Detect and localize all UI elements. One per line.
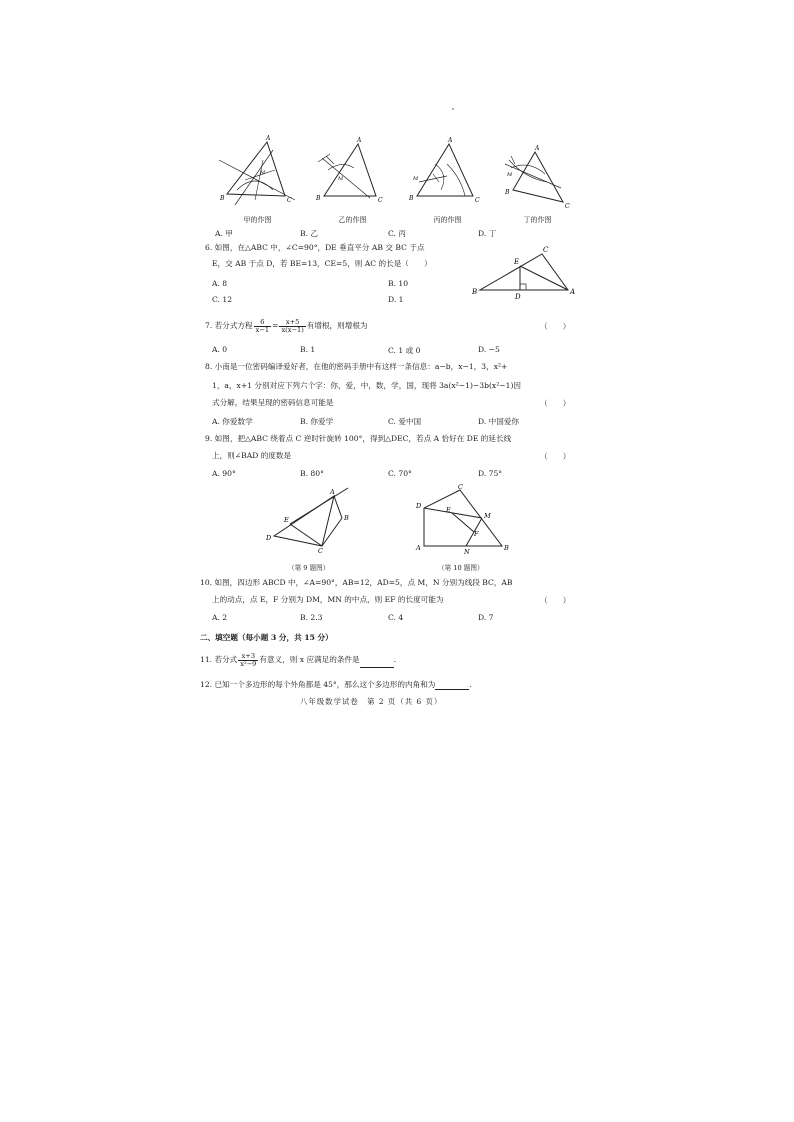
q7-option-c: C. 1 或 0 <box>388 346 421 355</box>
q7-equals: = <box>272 321 279 330</box>
figure-bing-svg <box>405 130 490 210</box>
q9-option-a: A. 90° <box>212 469 236 478</box>
q7-frac2-den: x(x−1) <box>281 325 304 334</box>
svg-text:A: A <box>448 137 453 144</box>
section-fill-in-title: 二、填空题（每小题 3 分，共 15 分） <box>200 633 333 642</box>
q5-option-c: C. 丙 <box>388 229 406 238</box>
q11-line <box>200 652 396 668</box>
q10-label-n: N <box>464 548 470 556</box>
figure-yi <box>310 130 395 225</box>
scan-speck <box>452 108 454 110</box>
q10-label-f: F <box>474 530 479 538</box>
page-footer: 八年级数学试卷 第 2 页（共 6 页） <box>300 697 443 706</box>
q7-fraction-2 <box>279 319 305 334</box>
figure-yi-caption: 乙的作图 <box>338 216 367 224</box>
figure-bing-caption: 丙的作图 <box>433 216 462 224</box>
q7-option-b: B. 1 <box>300 345 316 354</box>
q6-label-c: C <box>543 246 549 254</box>
q6-option-c: C. 12 <box>212 295 233 304</box>
q11-fraction <box>238 653 258 668</box>
q10-label-a: A <box>416 544 421 552</box>
q12-end: . <box>469 680 472 689</box>
q9-label-c: C <box>318 547 323 554</box>
svg-text:A: A <box>357 137 362 144</box>
svg-text:A: A <box>535 145 540 152</box>
q11-answer-blank[interactable] <box>360 659 394 668</box>
q9-answer-paren: （ ） <box>540 452 571 461</box>
q7-fraction-1 <box>254 319 271 334</box>
q9-line-1: 9. 如图，把△ABC 绕着点 C 逆时针旋转 100°，得到△DEC，若点 A 恰好在 DE 的延长线 <box>205 434 512 443</box>
svg-text:B: B <box>220 195 225 202</box>
figure-ding-caption: 丁的作图 <box>523 216 552 224</box>
svg-text:M: M <box>338 176 344 182</box>
q8-line-2: 1，a，x+1 分别对应下列六个字：你，爱，中，数，学，国，现将 3a(x²−1)−3b(x²−1)因 <box>212 381 521 390</box>
q6-label-b: B <box>472 288 478 296</box>
q11-prefix: 11. 若分式 <box>200 655 238 664</box>
svg-text:B: B <box>505 189 510 196</box>
svg-text:C: C <box>475 197 480 204</box>
q7-option-a: A. 0 <box>212 345 228 354</box>
q6-option-b: B. 10 <box>388 279 409 288</box>
figure-bing <box>405 130 490 225</box>
q7-prefix: 7. 若分式方程 <box>205 321 253 330</box>
q6-line-1: 6. 如图，在△ABC 中，∠C=90°，DE 垂直平分 AB 交 BC 于点 <box>205 243 425 252</box>
q7-option-d: D. −5 <box>478 345 500 354</box>
q5-option-d: D. 丁 <box>478 229 497 238</box>
q10-figure-caption: （第 10 题图） <box>438 564 484 572</box>
svg-text:M: M <box>413 176 419 182</box>
q6-figure <box>470 244 580 304</box>
figure-jia-svg <box>215 130 300 210</box>
q10-option-d: D. 7 <box>478 613 494 622</box>
q11-end: . <box>393 655 397 664</box>
q11-frac-num: x+3 <box>238 653 258 661</box>
q10-option-b: B. 2.3 <box>300 613 323 622</box>
q10-label-m: M <box>484 512 491 520</box>
figure-ding-svg <box>495 130 580 210</box>
q11-frac-den: x²−9 <box>240 659 257 668</box>
q7-line <box>205 318 368 334</box>
q8-option-b: B. 你爱学 <box>300 417 334 426</box>
q9-figure <box>262 484 358 554</box>
construction-figures-row <box>215 130 580 225</box>
q10-answer-paren: （ ） <box>540 596 571 605</box>
q9-line-2: 上，则∠BAD 的度数是 <box>212 451 292 460</box>
q8-line-3: 式分解，结果呈现的密码信息可能是 <box>212 398 334 407</box>
svg-text:C: C <box>565 203 570 210</box>
q7-frac1-num: 6 <box>254 319 271 327</box>
q10-figure <box>412 484 512 556</box>
q9-figure-caption: （第 9 题图） <box>288 564 330 572</box>
q10-label-c: C <box>458 484 463 491</box>
q9-option-c: C. 70° <box>388 469 412 478</box>
q5-option-b: B. 乙 <box>300 229 319 238</box>
q6-label-e: E <box>514 258 520 266</box>
figure-jia-caption: 甲的作图 <box>243 216 272 224</box>
q6-line-2: E，交 AB 于点 D，若 BE=13，CE=5，则 AC 的长是（ ） <box>212 259 432 268</box>
q8-answer-paren: （ ） <box>540 399 571 408</box>
q10-line-2: 上的动点，点 E，F 分别为 DM，MN 的中点，则 EF 的长度可能为 <box>212 595 444 604</box>
q11-suffix: 有意义，则 x 应满足的条件是 <box>259 655 360 664</box>
q5-option-a: A. 甲 <box>215 229 233 238</box>
q9-label-a: A <box>330 488 335 496</box>
q12-answer-blank[interactable] <box>435 680 472 690</box>
svg-text:M: M <box>507 172 513 178</box>
svg-text:C: C <box>287 197 292 204</box>
q9-label-e: E <box>284 516 289 524</box>
q8-option-a: A. 你爱数学 <box>212 417 253 426</box>
q9-label-b: B <box>344 514 349 522</box>
q8-option-c: C. 爱中国 <box>388 417 422 426</box>
q10-option-a: A. 2 <box>212 613 228 622</box>
svg-text:B: B <box>316 195 321 202</box>
q7-answer-paren: （ ） <box>540 322 571 331</box>
q10-option-c: C. 4 <box>388 613 404 622</box>
svg-text:M: M <box>260 170 266 176</box>
q9-option-b: B. 80° <box>300 469 324 478</box>
q7-frac2-num: x+5 <box>279 319 305 327</box>
q10-line-1: 10. 如图，四边形 ABCD 中，∠A=90°，AB=12，AD=5，点 M，N 分别为线段 BC，AB <box>200 578 513 587</box>
q10-label-e: E <box>446 506 451 514</box>
svg-text:B: B <box>409 195 414 202</box>
q12-line <box>200 680 472 690</box>
q10-label-d: D <box>416 502 422 510</box>
figure-yi-svg <box>310 130 395 210</box>
figure-jia <box>215 130 300 225</box>
q7-suffix: 有增根，则增根为 <box>306 321 368 330</box>
q6-option-d: D. 1 <box>388 295 404 304</box>
q8-line-1: 8. 小南是一位密码编译爱好者，在他的密码手册中有这样一条信息：a−b，x−1，3，x²+ <box>205 362 508 371</box>
q6-option-a: A. 8 <box>212 279 228 288</box>
q9-label-d: D <box>266 534 272 542</box>
q7-frac1-den: x−1 <box>255 325 270 334</box>
q8-option-d: D. 中国爱你 <box>478 417 520 426</box>
svg-text:C: C <box>378 197 383 204</box>
q12-text: 12. 已知一个多边形的每个外角都是 45°，那么这个多边形的内角和为 <box>200 680 436 689</box>
q6-label-d: D <box>515 293 521 301</box>
q9-option-d: D. 75° <box>478 469 503 478</box>
q6-label-a: A <box>570 288 576 296</box>
svg-text:A: A <box>266 135 271 142</box>
q10-label-b: B <box>504 544 509 552</box>
figure-ding <box>495 130 580 225</box>
